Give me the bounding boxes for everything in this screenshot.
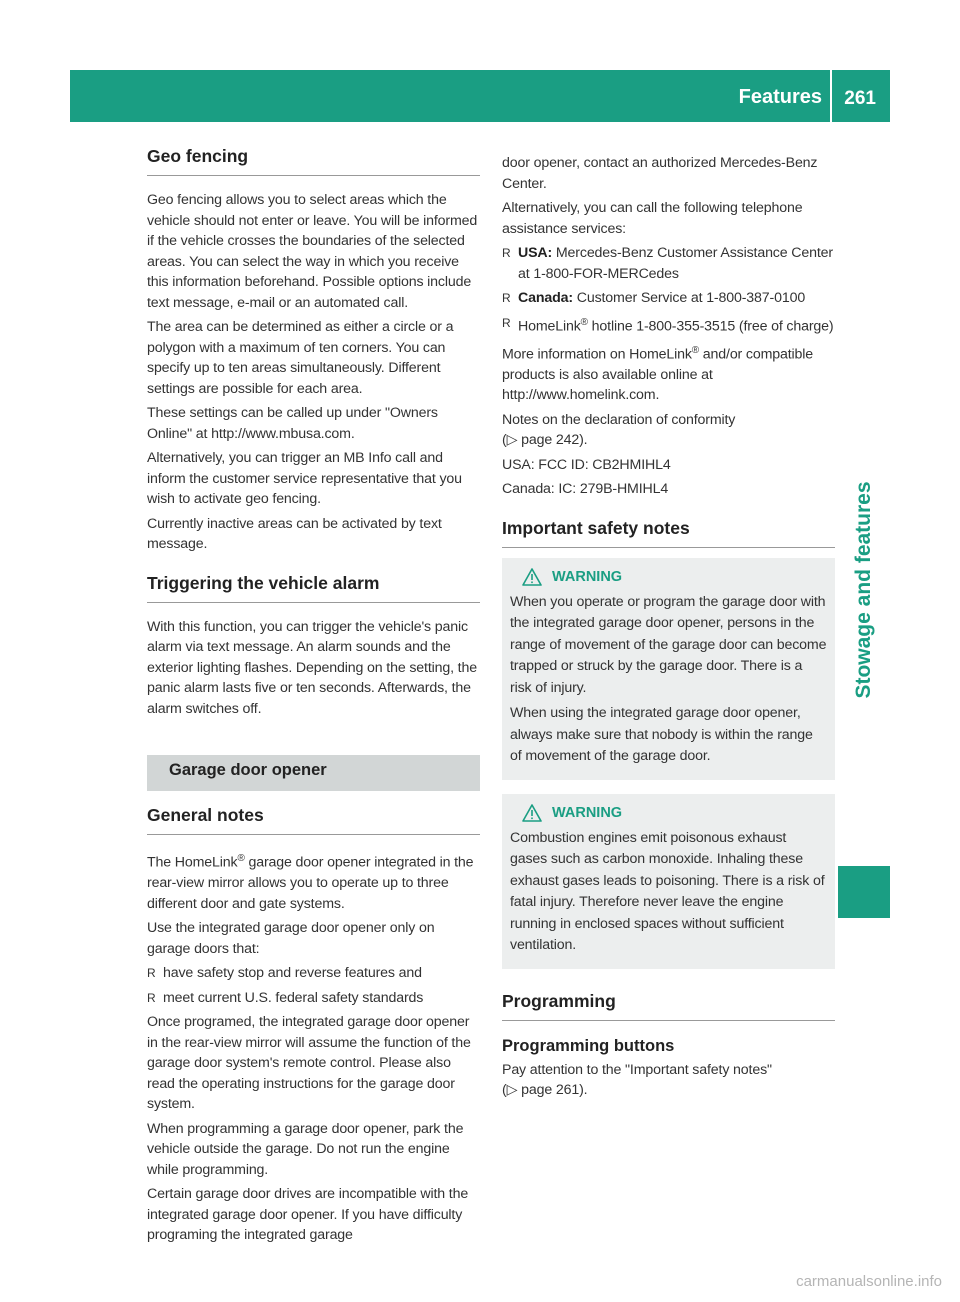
header-divider [830, 70, 832, 122]
warning-box-1 [502, 558, 835, 780]
geo-fencing-heading: Geo fencing [147, 146, 480, 176]
general-paragraph-2: Use the integrated garage door opener only on garage doors that: [147, 920, 435, 957]
side-tab-label: Stowage and features [852, 481, 875, 699]
general-notes-heading: General notes [147, 805, 480, 835]
programming-buttons-heading: Programming buttons [502, 1036, 675, 1055]
more-info-paragraph: More information on HomeLink® and/or compatible products is also available online at http://www.homelink.com. [502, 344, 814, 404]
warning-title: WARNING [552, 804, 623, 821]
bullet-r-icon: R [502, 291, 511, 305]
warning-2-paragraph-1: Combustion engines emit poisonous exhaust gases such as carbon monoxide. Inhaling these exhaust gases leads to poisoning. There is a risk of fatal injury. Therefore never leave the engine running in enclosed spaces without sufficient ventilation. [510, 829, 825, 954]
warning-box-2 [502, 794, 835, 969]
general-paragraph-3: Once programed, the integrated garage door opener in the rear-view mirror will assume the function of the garage door system's remote control. Please also read the operating instructions for the garage door system. [147, 1014, 471, 1113]
bullet-r-icon: R [147, 966, 156, 981]
geo-paragraph-2: The area can be determined as either a circle or a polygon with a maximum of ten corners. You can specify up to ten areas simultaneously. Different settings are possible for each area. [147, 319, 454, 397]
geo-paragraph-1: Geo fencing allows you to select areas which the vehicle should not enter or leave. You will be informed if the vehicle crosses the boundaries of the selected areas. You can select the way in which you receive this information beforehand. Possible options include text message, e-mail or an automated call. [147, 192, 478, 311]
warning-1-paragraph-2: When using the integrated garage door opener, always make sure that nobody is within the range of movement of the garage door. [510, 705, 813, 765]
page-reference-link[interactable]: (▷ page 261). [502, 1082, 588, 1099]
bullet-r-icon: R [502, 246, 511, 260]
right-column [502, 153, 835, 1101]
alarm-paragraph: With this function, you can trigger the vehicle's panic alarm via text message. An alarm sounds and the exterior lighting flashes. Depending on the setting, the panic alarm lasts five or ten seconds. Afterwards, the alarm switches off. [147, 618, 477, 717]
general-paragraph-5: Certain garage door drives are incompatible with the integrated garage door opener. If you have difficulty programing the integrated garage [147, 1186, 469, 1244]
list-item: R USA: Mercedes-Benz Customer Assistance Center at 1-800-FOR-MERCedes [502, 245, 833, 282]
alternative-paragraph: Alternatively, you can call the following telephone assistance services: [502, 200, 803, 237]
continued-paragraph: door opener, contact an authorized Mercedes-Benz Center. [502, 155, 818, 192]
conformity-paragraph: Notes on the declaration of conformity (▷ page 242). [502, 411, 736, 449]
list-item: R have safety stop and reverse features and [147, 963, 480, 984]
warning-triangle-icon [522, 804, 542, 822]
geo-paragraph-3: These settings can be called up under "Owners Online" at http://www.mbusa.com. [147, 405, 438, 442]
garage-door-opener-heading: Garage door opener [147, 755, 480, 791]
programming-paragraph: Pay attention to the "Important safety notes" (▷ page 261). [502, 1061, 772, 1099]
page-number: 261 [844, 88, 876, 109]
bullet-r-icon: R [147, 990, 156, 1005]
general-paragraph-4: When programming a garage door opener, park the vehicle outside the garage. Do not run the engine while programming. [147, 1120, 464, 1178]
warning-1-paragraph-1: When you operate or program the garage door with the integrated garage door opener, persons in the range of movement of the garage door can become trapped or struck by the garage door. There is a risk of injury. [510, 593, 827, 696]
bullet-r-icon: R [502, 315, 511, 330]
left-column [147, 146, 480, 1246]
canada-ic-id: Canada: IC: 279B-HMIHL4 [502, 481, 669, 498]
garage-requirements-list [147, 963, 480, 1008]
list-item: R Canada: Customer Service at 1-800-387-0100 [502, 288, 835, 309]
list-item: R HomeLink® hotline 1-800-355-3515 (free of charge) [502, 313, 835, 337]
usa-fcc-id: USA: FCC ID: CB2HMIHL4 [502, 456, 671, 473]
side-tab-marker [838, 866, 890, 918]
vehicle-alarm-heading: Triggering the vehicle alarm [147, 573, 480, 603]
programming-heading: Programming [502, 991, 835, 1021]
list-item: R meet current U.S. federal safety standards [147, 988, 480, 1009]
safety-notes-heading: Important safety notes [502, 518, 835, 548]
footer-watermark: carmanualsonline.info [796, 1273, 942, 1290]
warning-title: WARNING [552, 568, 623, 585]
section-title: Features [738, 86, 822, 108]
warning-triangle-icon [522, 568, 542, 586]
geo-paragraph-5: Currently inactive areas can be activated by text message. [147, 515, 442, 552]
page-reference-link[interactable]: (▷ page 242). [502, 432, 588, 449]
general-paragraph-1: The HomeLink® garage door opener integrated in the rear-view mirror allows you to operate up to three different door and gate systems. [147, 853, 474, 912]
geo-paragraph-4: Alternatively, you can trigger an MB Info call and inform the customer service representative that you wish to activate geo fencing. [147, 450, 462, 507]
assistance-list [502, 243, 835, 337]
